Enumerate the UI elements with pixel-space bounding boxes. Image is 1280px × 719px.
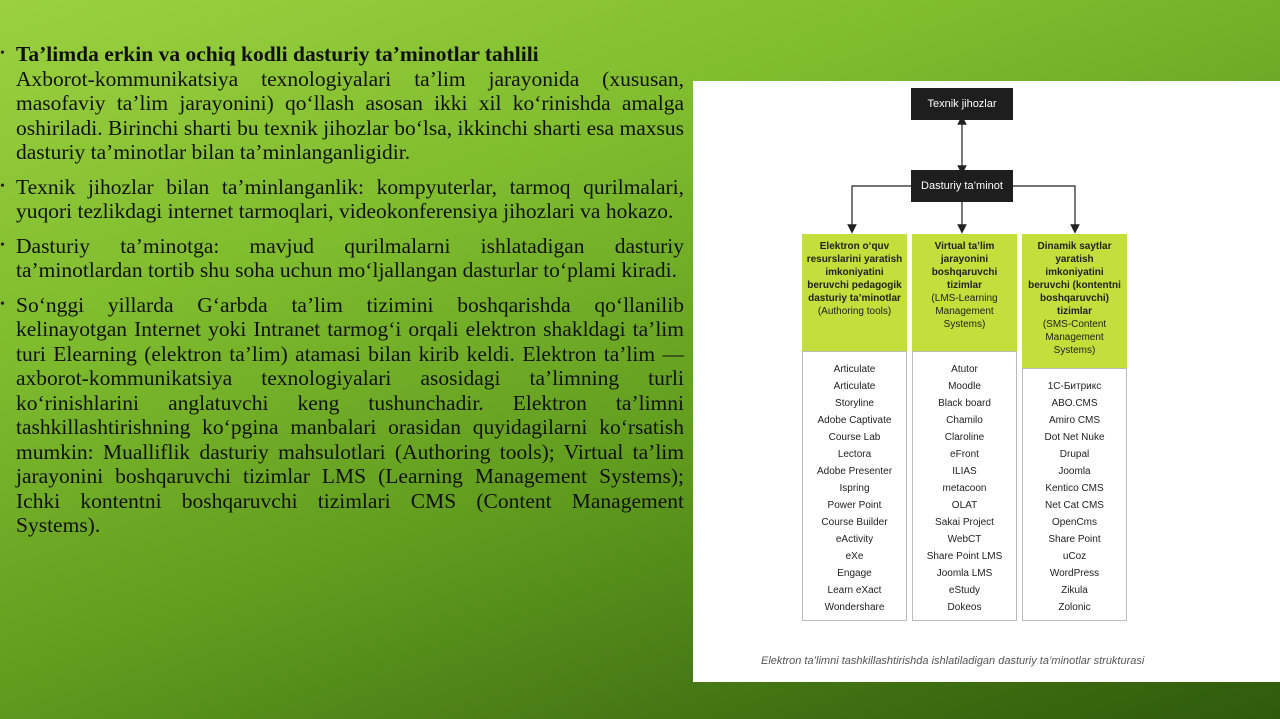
column-subtitle: (LMS-Learning Management Systems) [931, 293, 998, 330]
software-item: 1C-Битрикс [1047, 381, 1102, 392]
software-item: Articulate [833, 381, 876, 392]
arrow-middle-to-left [852, 186, 911, 229]
software-item: Drupal [1059, 449, 1090, 460]
column-cms-list [1022, 368, 1127, 621]
software-item: Share Point [1048, 534, 1101, 545]
software-item: OLAT [951, 500, 978, 511]
column-lms-list [912, 351, 1017, 621]
software-item: Moodle [948, 381, 981, 392]
software-item: Articulate [833, 364, 876, 375]
column-title: Dinamik saytlar yaratish imkoniyatini beruvchi (kontentni boshqaruvchi) tizimlar [1028, 241, 1121, 317]
software-item: Dot Net Nuke [1044, 432, 1105, 443]
column-cms-header [1022, 234, 1127, 368]
software-item: eStudy [948, 585, 981, 596]
node-technical-equipment: Texnik jihozlar [911, 88, 1013, 120]
software-item: Zolonic [1058, 602, 1091, 613]
paragraph-elearning [16, 293, 684, 538]
software-item: Lectora [837, 449, 872, 460]
diagram-caption: Elektron ta’limni tashkillashtirishda ishlatiladigan dasturiy ta’minotlar strukturasi [761, 655, 1145, 667]
software-item: Chamilo [946, 415, 983, 426]
column-lms-header [912, 234, 1017, 351]
software-item: eActivity [835, 534, 874, 545]
paragraph-text: Dasturiy ta’minotga: mavjud qurilmalarni ishlatadigan dasturiy ta’minotlardan tortib shu soha uchun mo‘ljallangan dasturlar to‘plami kiradi. [16, 233, 684, 282]
software-item: WordPress [1049, 568, 1100, 579]
diagram-panel [693, 81, 1280, 682]
paragraph-text: Texnik jihozlar bilan ta’minlanganlik: kompyuterlar, tarmoq qurilmalari, yuqori tezlikdagi internet tarmoqlari, videokonferensiya jihozlari va hokazo. [16, 174, 684, 223]
software-item: Wondershare [824, 602, 885, 613]
software-item: Joomla LMS [936, 568, 993, 579]
software-item: Engage [837, 568, 872, 579]
column-title: Elektron o‘quv resurslarini yaratish imkoniyatini beruvchi pedagogik dasturiy ta’minotlar [806, 241, 903, 304]
software-item: OpenCms [1051, 517, 1097, 528]
software-item: Share Point LMS [926, 551, 1003, 562]
software-item: Sakai Project [935, 517, 994, 528]
node-software: Dasturiy ta’minot [911, 170, 1013, 202]
column-authoring-list [802, 351, 907, 621]
software-item: Adobe Captivate [817, 415, 892, 426]
software-item: ILIAS [952, 466, 977, 477]
software-item: WebCT [947, 534, 982, 545]
software-item: uCoz [1062, 551, 1087, 562]
software-item: Power Point [827, 500, 882, 511]
software-item: Black board [938, 398, 991, 409]
software-item: Atutor [951, 364, 978, 375]
arrow-middle-to-right [1013, 186, 1075, 229]
software-item: Kentico CMS [1045, 483, 1104, 494]
software-item: ABO.CMS [1051, 398, 1098, 409]
software-item: Learn eXact [827, 585, 882, 596]
software-item: Dokeos [947, 602, 982, 613]
software-item: eFront [950, 449, 979, 460]
software-item: Joomla [1058, 466, 1091, 477]
software-item: Adobe Presenter [816, 466, 893, 477]
software-item: eXe [845, 551, 864, 562]
paragraph-hardware [16, 175, 684, 224]
column-subtitle: (Authoring tools) [817, 306, 892, 317]
software-item: Zikula [1061, 585, 1088, 596]
software-item: Amiro CMS [1048, 415, 1101, 426]
software-item: Storyline [835, 398, 874, 409]
paragraph-text: Axborot-kommunikatsiya texnologiyalari ta’lim jarayonida (xususan, masofaviy ta’lim jarayonini) qo‘llash asosan ikki xil ko‘rinishda amalga oshiriladi. Birinchi sharti bu texnik jihozlar bo‘lsa, ikkinchi sharti esa maxsus dasturiy ta’minotlar bilan ta’minlanganligidir. [16, 66, 684, 164]
software-item: Ispring [839, 483, 870, 494]
column-title: Virtual ta’lim jarayonini boshqaruvchi tizimlar [931, 241, 998, 291]
software-item: metacoon [942, 483, 987, 494]
software-item: Course Lab [828, 432, 881, 443]
software-item: Net Cat CMS [1045, 500, 1104, 511]
paragraph-text: So‘nggi yillarda G‘arbda ta’lim tizimini boshqarishda qo‘llanilib kelinayotgan Internet yoki Intranet tarmog‘i orqali elektron shakldagi ta’lim turi Elearning (elektron ta’lim) atamasi bilan kirib keldi. Elektron ta’lim — axborot-kommunikatsiya texnologiyalari asosidagi ta’limning turli ko‘rinishlarini anglatuvchi keng tushunchadir. Elektron ta’limni tashkillashtirishning ko‘pgina manbalari orasidan quyidagilarni ko‘rsatish mumkin: Mualliflik dasturiy mahsulotlari (Authoring tools); Virtual ta’lim jarayonini boshqaruvchi tizimlar LMS (Learning Management Systems); Ichki kontentni boshqaruvchi tizimlari CMS (Content Management Systems). [16, 292, 684, 537]
column-authoring-header [802, 234, 907, 351]
paragraph-intro [16, 42, 684, 165]
section-title: • Ta’limda erkin va ochiq kodli dasturiy ta’minotlar tahlili [16, 42, 539, 66]
paragraph-software [16, 234, 684, 283]
software-item: Course Builder [821, 517, 888, 528]
software-item: Claroline [944, 432, 985, 443]
slide-text [16, 42, 684, 548]
column-subtitle: (SMS-Content Management Systems) [1042, 319, 1107, 356]
